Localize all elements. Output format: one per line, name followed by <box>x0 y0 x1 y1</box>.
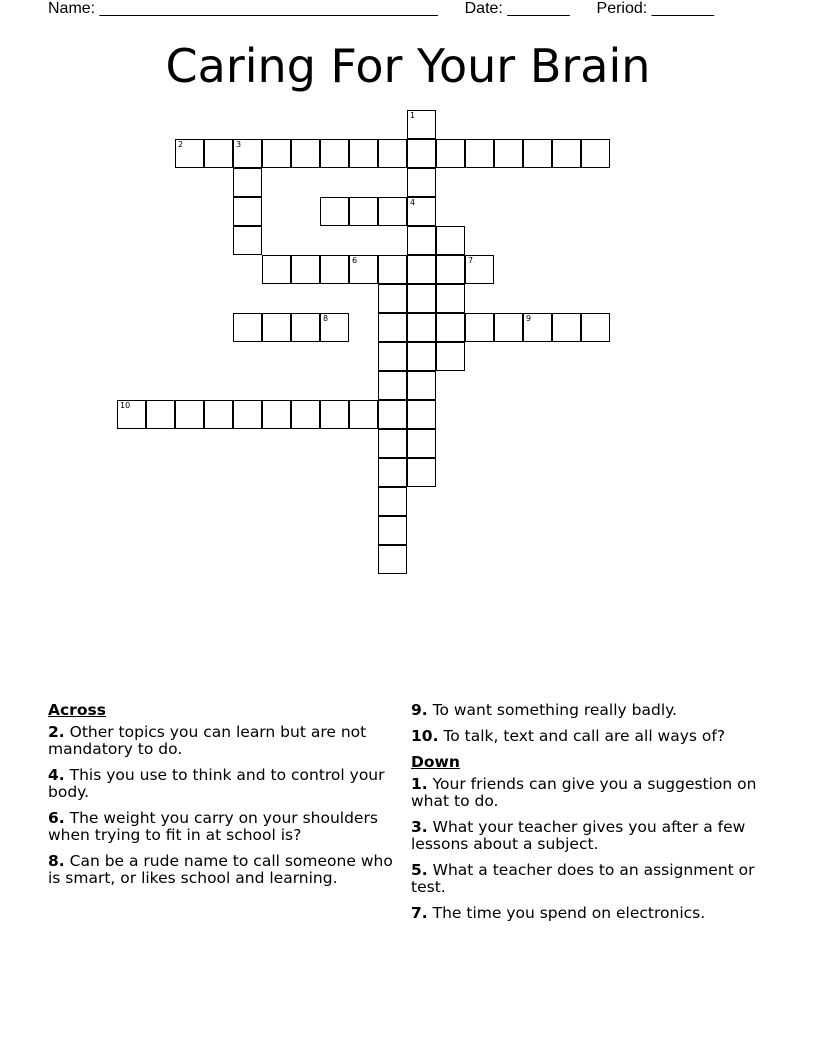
grid-cell[interactable] <box>465 255 494 284</box>
grid-cell[interactable] <box>407 168 436 197</box>
clue-number-label: 2 <box>178 140 184 149</box>
name-label: Name: <box>48 0 96 17</box>
grid-cell[interactable] <box>175 400 204 429</box>
clue-number: 3. <box>411 818 428 836</box>
grid-cell[interactable] <box>262 313 291 342</box>
clue-across-2 <box>48 724 400 758</box>
grid-cell[interactable] <box>378 342 407 371</box>
grid-cell[interactable] <box>407 197 436 226</box>
page-title: Caring For Your Brain <box>165 39 651 93</box>
grid-cell[interactable] <box>291 400 320 429</box>
grid-cell[interactable] <box>233 168 262 197</box>
grid-cell[interactable] <box>552 139 581 168</box>
grid-cell[interactable] <box>320 139 349 168</box>
grid-cell[interactable] <box>436 284 465 313</box>
grid-cell[interactable] <box>146 400 175 429</box>
grid-cell[interactable] <box>233 139 262 168</box>
grid-cell[interactable] <box>204 139 233 168</box>
grid-cell[interactable] <box>378 400 407 429</box>
grid-cell[interactable] <box>523 139 552 168</box>
grid-cell[interactable] <box>378 458 407 487</box>
clue-number-label: 10 <box>120 401 131 410</box>
clues-right-column <box>411 702 771 931</box>
grid-cell[interactable] <box>407 458 436 487</box>
clue-text: This you use to think and to control your body. <box>48 766 385 801</box>
grid-cell[interactable] <box>320 400 349 429</box>
grid-cell[interactable] <box>494 139 523 168</box>
clue-text: What a teacher does to an assignment or test. <box>411 861 755 896</box>
clue-number-label: 3 <box>236 140 242 149</box>
grid-cell[interactable] <box>175 139 204 168</box>
grid-cell[interactable] <box>378 255 407 284</box>
clue-across-9 <box>411 702 771 719</box>
grid-cell[interactable] <box>291 255 320 284</box>
grid-cell[interactable] <box>291 313 320 342</box>
date-label: Date: <box>464 0 503 17</box>
grid-cell[interactable] <box>378 545 407 574</box>
grid-cell[interactable] <box>349 139 378 168</box>
clue-text: The time you spend on electronics. <box>432 904 706 922</box>
grid-cell[interactable] <box>204 400 233 429</box>
clue-across-4 <box>48 767 400 801</box>
grid-cell[interactable] <box>494 313 523 342</box>
clue-across-8 <box>48 853 400 887</box>
grid-cell[interactable] <box>378 487 407 516</box>
grid-cell[interactable] <box>407 139 436 168</box>
grid-cell[interactable] <box>262 139 291 168</box>
grid-cell[interactable] <box>581 313 610 342</box>
grid-cell[interactable] <box>378 284 407 313</box>
grid-cell[interactable] <box>581 139 610 168</box>
grid-cell[interactable] <box>320 255 349 284</box>
clue-number: 6. <box>48 809 65 827</box>
grid-cell[interactable] <box>291 139 320 168</box>
clue-text: The weight you carry on your shoulders when trying to fit in at school is? <box>48 809 378 844</box>
date-line[interactable]: _______ <box>507 0 570 17</box>
grid-cell[interactable] <box>117 400 146 429</box>
down-heading: Down <box>411 753 460 771</box>
grid-cell[interactable] <box>436 139 465 168</box>
grid-cell[interactable] <box>436 226 465 255</box>
clues-left-column <box>48 702 400 896</box>
clue-down-3 <box>411 819 771 853</box>
grid-cell[interactable] <box>407 313 436 342</box>
grid-cell[interactable] <box>378 516 407 545</box>
grid-cell[interactable] <box>349 255 378 284</box>
clue-text: Other topics you can learn but are not mandatory to do. <box>48 723 367 758</box>
grid-cell[interactable] <box>407 342 436 371</box>
name-line[interactable]: ______________________________________ <box>99 0 438 17</box>
clue-down-5 <box>411 862 771 896</box>
grid-cell[interactable] <box>436 313 465 342</box>
grid-cell[interactable] <box>407 255 436 284</box>
clue-number-label: 9 <box>526 314 532 323</box>
grid-cell[interactable] <box>407 284 436 313</box>
period-label: Period: <box>596 0 648 17</box>
grid-cell[interactable] <box>378 313 407 342</box>
grid-cell[interactable] <box>233 197 262 226</box>
grid-cell[interactable] <box>378 429 407 458</box>
grid-cell[interactable] <box>523 313 552 342</box>
clue-across-10 <box>411 728 771 745</box>
grid-cell[interactable] <box>407 371 436 400</box>
clue-text: To want something really badly. <box>432 701 678 719</box>
grid-cell[interactable] <box>378 197 407 226</box>
clue-number-label: 8 <box>323 314 329 323</box>
grid-cell[interactable] <box>320 197 349 226</box>
clue-number-label: 1 <box>410 111 416 120</box>
clue-text: Can be a rude name to call someone who is smart, or likes school and learning. <box>48 852 393 887</box>
grid-cell[interactable] <box>262 255 291 284</box>
period-line[interactable]: _______ <box>651 0 714 17</box>
clue-number-label: 7 <box>468 256 474 265</box>
clue-number-label: 4 <box>410 198 416 207</box>
grid-cell[interactable] <box>349 400 378 429</box>
grid-cell[interactable] <box>320 313 349 342</box>
grid-cell[interactable] <box>436 342 465 371</box>
grid-cell[interactable] <box>465 313 494 342</box>
clue-number: 2. <box>48 723 65 741</box>
clue-number: 10. <box>411 727 439 745</box>
clue-number: 1. <box>411 775 428 793</box>
grid-cell[interactable] <box>407 110 436 139</box>
clue-number: 4. <box>48 766 65 784</box>
grid-cell[interactable] <box>465 139 494 168</box>
grid-cell[interactable] <box>378 371 407 400</box>
grid-cell[interactable] <box>436 255 465 284</box>
grid-cell[interactable] <box>407 400 436 429</box>
grid-cell[interactable] <box>233 226 262 255</box>
grid-cell[interactable] <box>407 226 436 255</box>
clue-number: 8. <box>48 852 65 870</box>
clue-number-label: 6 <box>352 256 358 265</box>
grid-cell[interactable] <box>233 400 262 429</box>
clue-down-1 <box>411 776 771 810</box>
clue-number: 7. <box>411 904 428 922</box>
clue-text: Your friends can give you a suggestion on what to do. <box>411 775 757 810</box>
clue-number: 5. <box>411 861 428 879</box>
grid-cell[interactable] <box>378 139 407 168</box>
across-heading: Across <box>48 701 106 719</box>
clue-across-6 <box>48 810 400 844</box>
clue-text: What your teacher gives you after a few lessons about a subject. <box>411 818 746 853</box>
clue-down-7 <box>411 905 771 922</box>
grid-cell[interactable] <box>233 313 262 342</box>
clue-text: To talk, text and call are all ways of? <box>443 727 726 745</box>
grid-cell[interactable] <box>349 197 378 226</box>
grid-cell[interactable] <box>552 313 581 342</box>
clue-number: 9. <box>411 701 428 719</box>
grid-cell[interactable] <box>262 400 291 429</box>
grid-cell[interactable] <box>407 429 436 458</box>
